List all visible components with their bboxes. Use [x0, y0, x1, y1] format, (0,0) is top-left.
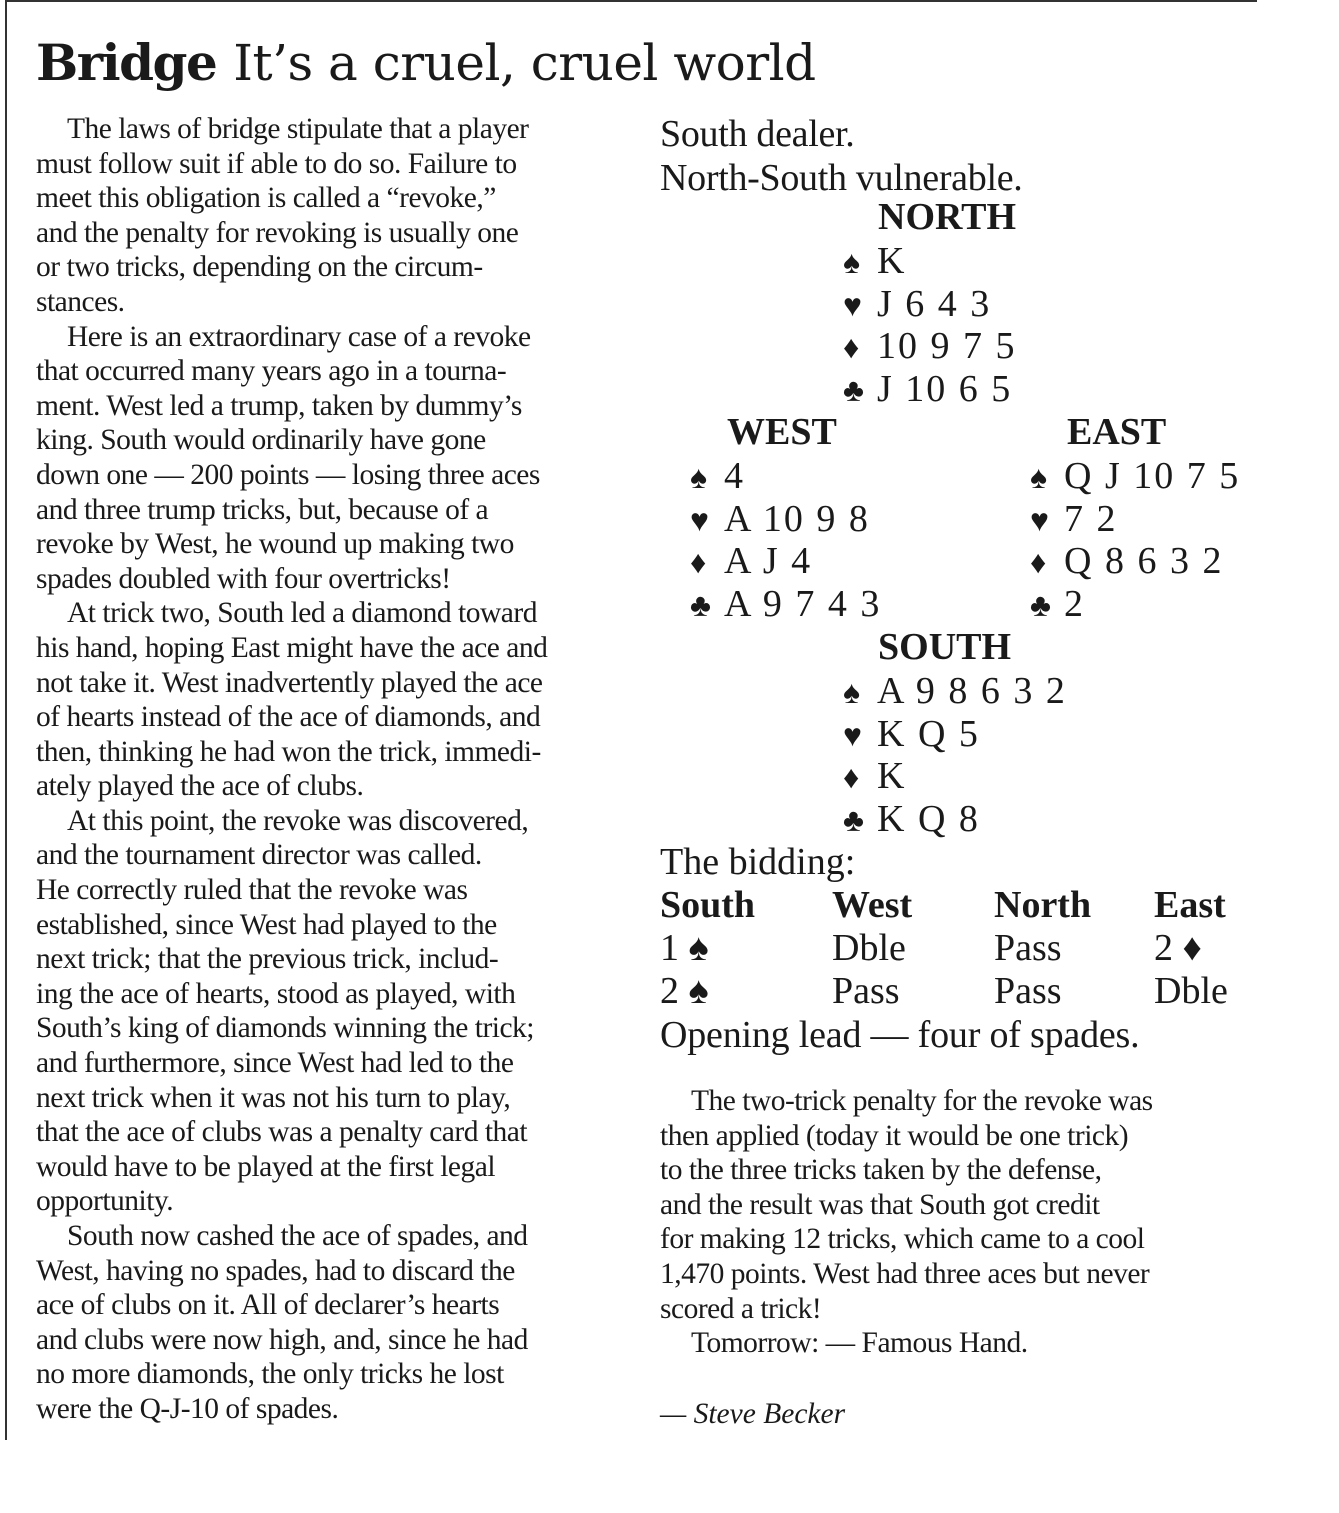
- east-hand-label: EAST: [1067, 411, 1167, 453]
- article-line: South now cashed the ace of spades, and: [67, 1220, 528, 1252]
- west-clubs-holding: [690, 583, 881, 627]
- article-line: established, since West had played to the: [36, 908, 497, 941]
- east-hearts-holding: [1030, 498, 1118, 542]
- article-line: spades doubled with four overtricks!: [36, 562, 451, 595]
- hearts-suit-icon: ♥: [1030, 501, 1049, 538]
- spades-suit-icon: ♠: [1030, 459, 1047, 495]
- bidding-table: [660, 884, 1274, 1013]
- article-line: ace of clubs on it. All of declarer’s hearts: [36, 1289, 500, 1322]
- article-line: and furthermore, since West had led to the: [36, 1047, 514, 1080]
- diamonds-suit-icon: ♦: [690, 544, 707, 581]
- clubs-suit-icon: ♣: [843, 801, 864, 838]
- article-line: and the penalty for revoking is usually one: [36, 216, 519, 249]
- article-right-column: [660, 1084, 1260, 1361]
- card-list: 2: [1064, 582, 1085, 625]
- clubs-suit-icon: ♣: [690, 586, 711, 623]
- article-line: At this point, the revoke was discovered,: [67, 804, 529, 837]
- hearts-suit-icon: ♥: [843, 286, 862, 323]
- article-line: Tomorrow: — Famous Hand.: [691, 1327, 1028, 1360]
- article-left-column: [36, 112, 636, 1427]
- bid-call: Pass: [994, 927, 1062, 969]
- article-line: to the three tricks taken by the defense,: [660, 1154, 1102, 1187]
- north-clubs-holding: [843, 368, 1012, 412]
- article-line: The two-trick penalty for the revoke was: [691, 1085, 1153, 1117]
- card-list: 4: [724, 455, 745, 497]
- bid-call: 1 ♠: [660, 927, 709, 969]
- card-list: A 9 7 4 3: [724, 582, 882, 625]
- bid-call: 2 ♠: [660, 970, 709, 1012]
- article-line: opportunity.: [36, 1185, 174, 1218]
- article-line: and the tournament director was called.: [36, 839, 482, 872]
- headline-title: It’s a cruel, cruel world: [233, 34, 816, 92]
- north-diamonds-holding: [843, 325, 1017, 369]
- bidding-header-south: South: [660, 884, 756, 926]
- vulnerability-line: North-South vulnerable.: [660, 157, 1023, 199]
- article-line: must follow suit if able to do so. Failure to: [36, 147, 517, 180]
- article-line: then, thinking he had won the trick, immedi-: [36, 735, 541, 768]
- diamonds-suit-icon: ♦: [843, 759, 860, 796]
- south-hearts-holding: [843, 713, 980, 757]
- bid-call: Pass: [994, 970, 1062, 1012]
- left-column-rule: [5, 0, 7, 1440]
- east-diamonds-holding: [1030, 540, 1223, 584]
- card-list: K Q 8: [877, 797, 980, 840]
- article-line: and three trump tricks, but, because of a: [36, 493, 489, 526]
- article-line: stances.: [36, 285, 125, 318]
- headline: [36, 28, 816, 98]
- bid-call: Pass: [832, 970, 900, 1012]
- spades-suit-icon: ♠: [843, 674, 860, 710]
- west-hand-label: WEST: [727, 411, 837, 453]
- headline-kicker: Bridge: [36, 33, 217, 92]
- bidding-header-north: North: [994, 884, 1092, 926]
- article-line: down one — 200 points — losing three aces: [36, 458, 540, 491]
- article-line: revoke by West, he wound up making two: [36, 528, 514, 561]
- article-line: The laws of bridge stipulate that a player: [67, 113, 529, 145]
- article-line: South’s king of diamonds winning the trick;: [36, 1012, 535, 1045]
- deal-diagram: [660, 112, 1260, 200]
- article-line: for making 12 tricks, which came to a cool: [660, 1223, 1145, 1256]
- article-line: Here is an extraordinary case of a revoke: [67, 320, 531, 353]
- clubs-suit-icon: ♣: [1030, 586, 1051, 623]
- card-list: K: [877, 240, 907, 282]
- diamonds-suit-icon: ♦: [1030, 544, 1047, 581]
- opening-lead: Opening lead — four of spades.: [660, 1014, 1140, 1056]
- article-line: of hearts instead of the ace of diamonds, and: [36, 701, 541, 734]
- article-line: ment. West led a trump, taken by dummy’s: [36, 389, 522, 422]
- top-rule: [5, 0, 1257, 2]
- article-line: king. South would ordinarily have gone: [36, 424, 486, 457]
- article-line: West, having no spades, had to discard the: [36, 1254, 515, 1287]
- article-line: 1,470 points. West had three aces but never: [660, 1257, 1150, 1290]
- card-list: A 10 9 8: [724, 497, 870, 540]
- card-list: 7 2: [1064, 497, 1118, 540]
- article-line: then applied (today it would be one trick): [660, 1119, 1129, 1152]
- bidding-header-east: East: [1154, 884, 1226, 926]
- article-line: not take it. West inadvertently played the ace: [36, 666, 543, 699]
- south-spades-holding: [843, 670, 1067, 714]
- article-line: were the Q-J-10 of spades.: [36, 1392, 339, 1425]
- card-list: J 6 4 3: [877, 282, 992, 325]
- bid-call: 2 ♦: [1154, 927, 1202, 969]
- card-list: K Q 5: [877, 712, 980, 755]
- hearts-suit-icon: ♥: [843, 716, 862, 753]
- article-line: and the result was that South got credit: [660, 1188, 1100, 1221]
- hearts-suit-icon: ♥: [690, 501, 709, 538]
- spades-suit-icon: ♠: [843, 244, 860, 280]
- north-hearts-holding: [843, 283, 991, 327]
- east-spades-holding: [1030, 455, 1240, 499]
- article-line: ately played the ace of clubs.: [36, 770, 364, 803]
- west-spades-holding: [690, 455, 745, 499]
- card-list: A J 4: [724, 540, 813, 583]
- diamonds-suit-icon: ♦: [843, 329, 860, 366]
- card-list: Q J 10 7 5: [1064, 455, 1241, 497]
- south-hand-label: SOUTH: [878, 626, 1012, 668]
- article-line: would have to be played at the first legal: [36, 1150, 496, 1183]
- west-diamonds-holding: [690, 540, 812, 584]
- bid-call: Dble: [832, 927, 906, 969]
- spades-suit-icon: ♠: [690, 459, 707, 495]
- west-hearts-holding: [690, 498, 870, 542]
- bid-call: Dble: [1154, 970, 1228, 1012]
- south-clubs-holding: [843, 798, 980, 842]
- east-clubs-holding: [1030, 583, 1085, 627]
- article-line: At trick two, South led a diamond toward: [67, 597, 537, 630]
- north-spades-holding: [843, 240, 906, 284]
- bidding-header-west: West: [832, 884, 913, 926]
- card-list: K: [877, 755, 907, 798]
- article-line: next trick when it was not his turn to play,: [36, 1081, 511, 1114]
- card-list: 10 9 7 5: [877, 325, 1017, 368]
- north-hand-label: NORTH: [878, 196, 1017, 238]
- card-list: Q 8 6 3 2: [1064, 540, 1224, 583]
- article-line: He correctly ruled that the revoke was: [36, 874, 468, 907]
- article-line: ing the ace of hearts, stood as played, with: [36, 977, 516, 1010]
- byline: — Steve Becker: [660, 1398, 846, 1430]
- clubs-suit-icon: ♣: [843, 371, 864, 408]
- article-line: that occurred many years ago in a tourna-: [36, 355, 507, 388]
- article-line: his hand, hoping East might have the ace and: [36, 631, 548, 664]
- article-line: next trick; that the previous trick, includ-: [36, 943, 499, 976]
- bidding-section: [660, 840, 1274, 1057]
- article-line: scored a trick!: [660, 1292, 822, 1325]
- article-line: meet this obligation is called a “revoke,”: [36, 182, 496, 215]
- card-list: A 9 8 6 3 2: [877, 670, 1067, 712]
- article-line: no more diamonds, the only tricks he lost: [36, 1358, 504, 1391]
- south-diamonds-holding: [843, 755, 906, 799]
- card-list: J 10 6 5: [877, 367, 1013, 410]
- article-line: and clubs were now high, and, since he had: [36, 1323, 528, 1356]
- dealer-line: South dealer.: [660, 113, 855, 155]
- article-line: that the ace of clubs was a penalty card that: [36, 1116, 528, 1149]
- article-line: or two tricks, depending on the circum-: [36, 251, 483, 284]
- bidding-title: The bidding:: [660, 841, 856, 883]
